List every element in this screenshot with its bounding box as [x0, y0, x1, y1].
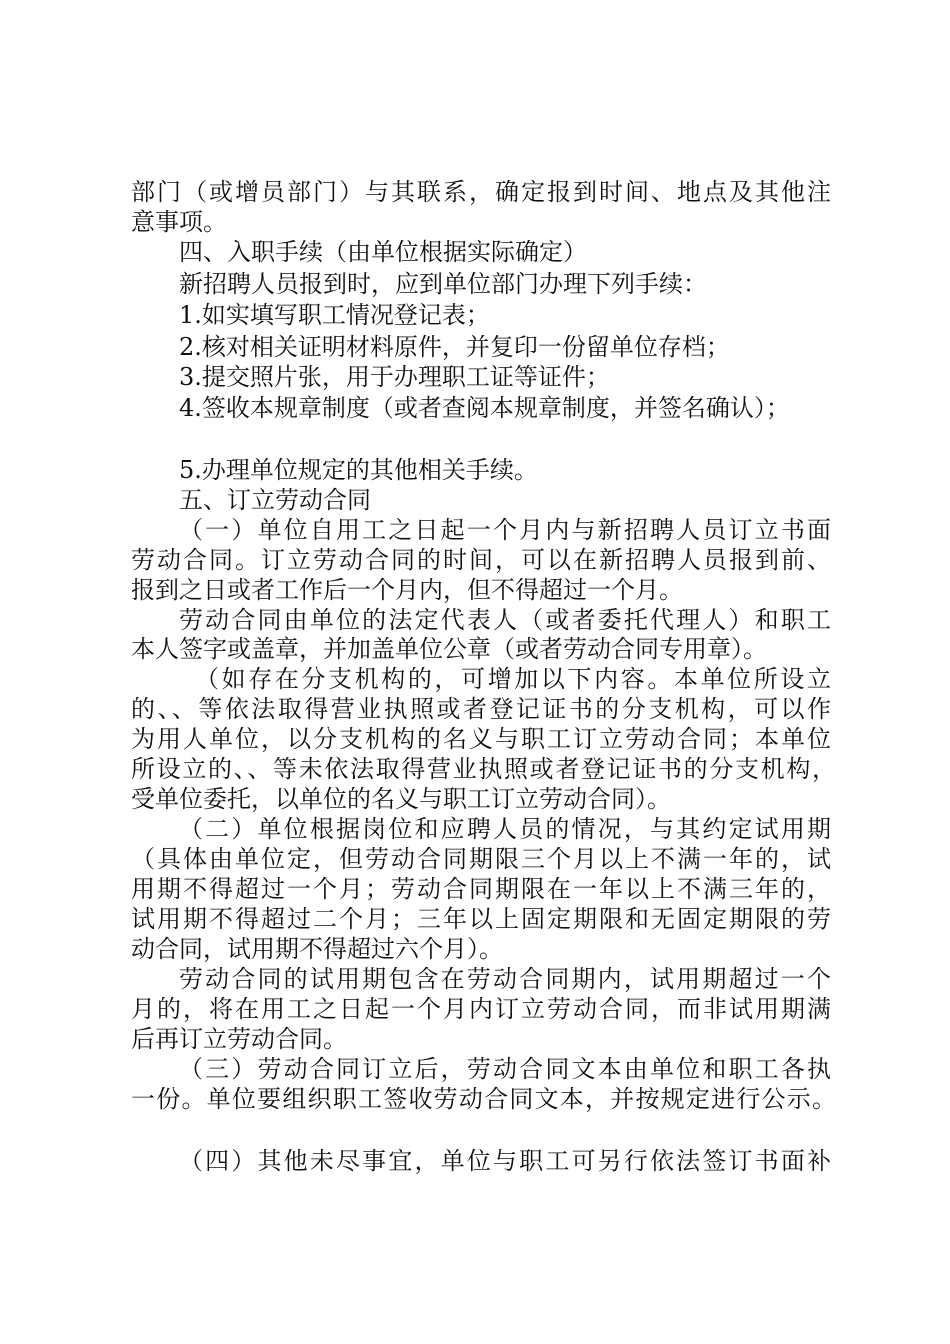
list-item: 3.提交照片张，用于办理职工证等证件； — [179, 363, 610, 391]
list-item: 2.核对相关证明材料原件，并复印一份留单位存档； — [179, 333, 730, 361]
text-line: 劳动合同由单位的法定代表人（或者委托代理人）和职工 — [179, 606, 831, 634]
text-line: 意事项。 — [131, 208, 227, 236]
list-item: 4.签收本规章制度（或者查阅本规章制度，并签名确认）； — [179, 394, 790, 422]
text-line: 的、、等依法取得营业执照或者登记证书的分支机构，可以作 — [131, 695, 831, 723]
text-line: 部门（或增员部门）与其联系，确定报到时间、地点及其他注 — [131, 178, 831, 206]
text-line: （三）劳动合同订立后，劳动合同文本由单位和职工各执 — [179, 1055, 831, 1083]
text-line: 新招聘人员报到时，应到单位部门办理下列手续： — [179, 270, 707, 298]
text-line: 试用期不得超过二个月；三年以上固定期限和无固定期限的劳 — [131, 905, 831, 933]
text-line: 劳动合同的试用期包含在劳动合同期内，试用期超过一个 — [179, 965, 831, 993]
text-line: （二）单位根据岗位和应聘人员的情况，与其约定试用期 — [179, 815, 831, 843]
text-line: 受单位委托，以单位的名义与职工订立劳动合同）。 — [131, 785, 671, 813]
text-line: 报到之日或者工作后一个月内，但不得超过一个月。 — [131, 576, 683, 604]
text-line: 一份。单位要组织职工签收劳动合同文本，并按规定进行公示。 — [131, 1085, 836, 1113]
text-line: 劳动合同。订立劳动合同的时间，可以在新招聘人员报到前、 — [131, 546, 831, 574]
text-line: 所设立的、、等未依法取得营业执照或者登记证书的分支机构， — [131, 755, 836, 783]
list-item: 5.办理单位规定的其他相关手续。 — [179, 456, 538, 484]
text-line: 本人签字或盖章，并加盖单位公章（或者劳动合同专用章）。 — [131, 635, 767, 663]
text-line: （具体由单位定，但劳动合同期限三个月以上不满一年的，试 — [131, 845, 831, 873]
text-line: 为用人单位，以分支机构的名义与职工订立劳动合同；本单位 — [131, 725, 831, 753]
list-item: 1.如实填写职工情况登记表； — [179, 301, 490, 329]
text-line: 用期不得超过一个月；劳动合同期限在一年以上不满三年的， — [131, 875, 831, 903]
text-line: （一）单位自用工之日起一个月内与新招聘人员订立书面 — [179, 516, 831, 544]
text-line: （四）其他未尽事宜，单位与职工可另行依法签订书面补 — [179, 1147, 831, 1175]
text-line: 动合同，试用期不得超过六个月）。 — [131, 935, 503, 963]
text-line: 月的，将在用工之日起一个月内订立劳动合同，而非试用期满 — [131, 995, 831, 1023]
text-line: 后再订立劳动合同。 — [131, 1025, 347, 1053]
text-line: （如存在分支机构的，可增加以下内容。本单位所设立 — [195, 665, 831, 693]
section-heading: 四、入职手续（由单位根据实际确定） — [179, 238, 587, 266]
section-heading: 五、订立劳动合同 — [179, 486, 371, 514]
